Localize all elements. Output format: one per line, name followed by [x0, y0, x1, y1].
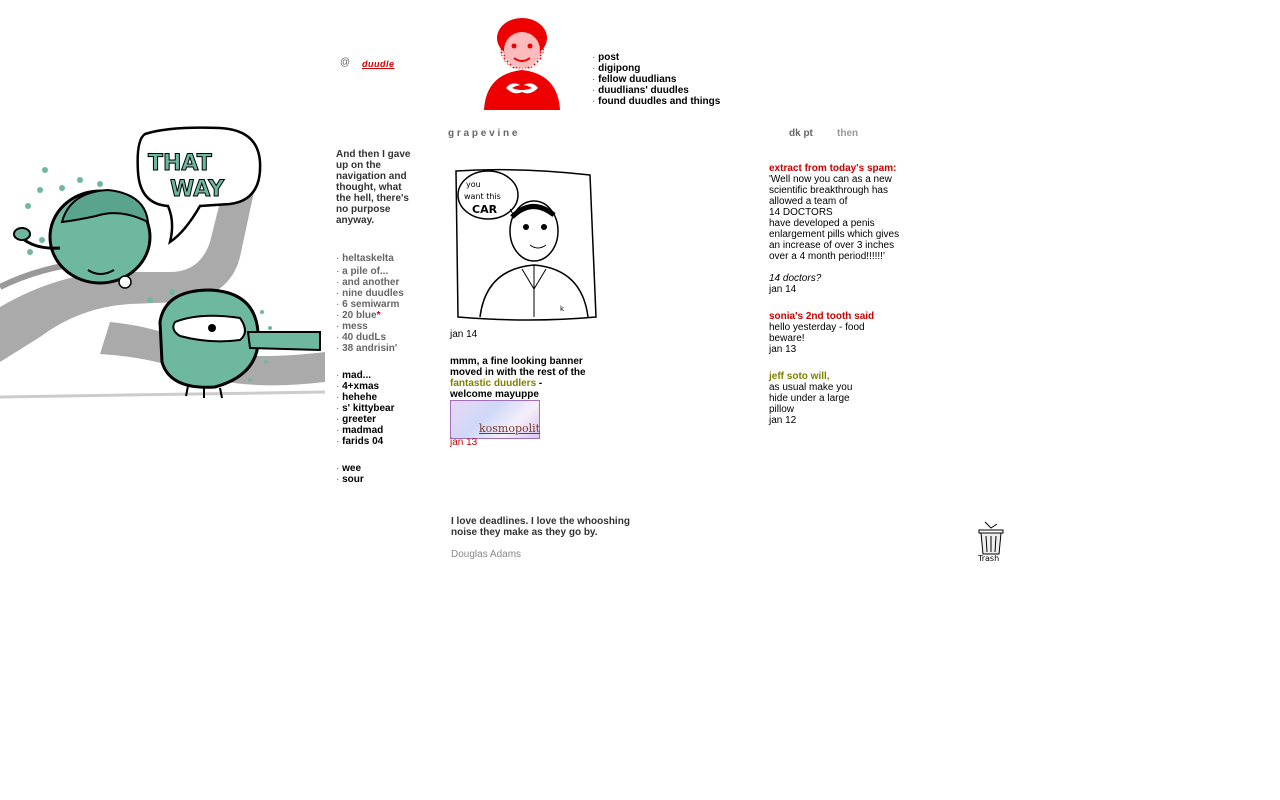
drawing-date: jan 14: [450, 329, 478, 340]
banner-text: kosmopolit: [479, 422, 541, 435]
svg-text:CAR: CAR: [472, 203, 498, 216]
new-marker: *: [376, 310, 381, 321]
car-drawing[interactable]: [450, 165, 602, 327]
post-suffix: -: [536, 378, 543, 389]
nav-link-duudlians-duudles[interactable]: duudlians' duudles: [598, 85, 689, 96]
sidebar-item[interactable]: · wee: [336, 463, 362, 474]
sidebar-link[interactable]: sour: [342, 474, 364, 485]
svg-text:you: you: [466, 180, 481, 189]
sidebar-item[interactable]: · mad...: [336, 370, 372, 381]
nav-link-digipong[interactable]: digipong: [598, 63, 641, 74]
entry-title: sonia's 2nd tooth said: [769, 311, 875, 322]
sidebar-link[interactable]: farids 04: [342, 436, 384, 447]
news-entry: [769, 163, 905, 295]
sidebar-intro: And then I gave up on the navigation and thought, what the hell, there's no purpose anyway.: [336, 149, 411, 226]
sidebar-link[interactable]: mess: [342, 321, 368, 332]
kosmopolit-banner[interactable]: [450, 400, 540, 439]
sidebar-link[interactable]: 20 blue: [342, 310, 377, 321]
sidebar-link[interactable]: 38 andrisin': [342, 343, 398, 354]
that-way-illustration: [0, 122, 325, 402]
sidebar-link[interactable]: 6 semiwarm: [342, 299, 400, 310]
sidebar-link[interactable]: wee: [342, 463, 362, 474]
nav-item-found-duudles[interactable]: · found duudles and things: [592, 96, 721, 107]
nav-link-found-duudles[interactable]: found duudles and things: [598, 96, 721, 107]
post-date: jan 13: [450, 437, 478, 448]
sidebar-item[interactable]: · heltaskelta: [336, 253, 394, 264]
sidebar-item[interactable]: · 40 dudLs: [336, 332, 387, 343]
news-entry: [769, 311, 879, 355]
speech-text-line1: THAT: [148, 151, 212, 176]
sidebar-item[interactable]: · s' kittybear: [336, 403, 395, 414]
sidebar-item[interactable]: · hehehe: [336, 392, 378, 403]
sidebar-link[interactable]: and another: [342, 277, 400, 288]
sidebar-item[interactable]: · nine duudles: [336, 288, 404, 299]
quote-text: I love deadlines. I love the whooshing noise they make as they go by.: [451, 516, 630, 538]
nav-link-post[interactable]: post: [598, 52, 620, 63]
nav-item-post[interactable]: · post: [592, 52, 620, 63]
sidebar-link[interactable]: 40 dudLs: [342, 332, 387, 343]
entry-date: jan 14: [769, 284, 797, 295]
entry-aside: 14 doctors?: [769, 273, 822, 284]
tab-dk-pt[interactable]: dk pt: [789, 128, 813, 139]
sidebar-item[interactable]: · sour: [336, 474, 364, 485]
sidebar-item[interactable]: · madmad: [336, 425, 384, 436]
grapevine-heading: g r a p e v i n e: [448, 128, 518, 139]
sidebar-item[interactable]: · mess: [336, 321, 368, 332]
sidebar-item[interactable]: · a pile of...: [336, 266, 389, 277]
post-text: [450, 356, 595, 400]
sidebar-link[interactable]: madmad: [342, 425, 384, 436]
header-photo: [476, 12, 568, 110]
sidebar-group-3: [336, 463, 364, 485]
at-symbol: @: [340, 57, 351, 68]
sidebar-link[interactable]: a pile of...: [342, 266, 389, 277]
nav-item-duudlians-duudles[interactable]: · duudlians' duudles: [592, 85, 689, 96]
sidebar-link[interactable]: s' kittybear: [342, 403, 395, 414]
entry-title[interactable]: jeff soto will,: [769, 371, 830, 382]
sidebar-link[interactable]: mad...: [342, 370, 372, 381]
sidebar-item[interactable]: · 38 andrisin': [336, 343, 398, 354]
trash-label: Trash: [978, 554, 1000, 563]
site-logo[interactable]: duudle: [362, 59, 395, 69]
sidebar-item[interactable]: · 6 semiwarm: [336, 299, 400, 310]
entry-date: jan 12: [769, 415, 797, 426]
nav-item-fellow-duudlians[interactable]: · fellow duudlians: [592, 74, 677, 85]
svg-text:k: k: [560, 305, 565, 313]
news-entry: [769, 371, 859, 426]
sidebar-item[interactable]: · farids 04: [336, 436, 384, 447]
speech-text-line2: WAY: [170, 177, 225, 202]
quote-author: Douglas Adams: [451, 549, 522, 560]
sidebar-link[interactable]: hehehe: [342, 392, 378, 403]
fantastic-duudlers-link[interactable]: fantastic duudlers: [450, 378, 537, 389]
sidebar-link[interactable]: nine duudles: [342, 288, 404, 299]
entry-body: as usual make you hide under a large pillow: [769, 382, 853, 415]
entry-title: extract from today's spam:: [769, 163, 897, 174]
svg-text:want this: want this: [464, 192, 501, 201]
sidebar-group-1: [336, 253, 404, 354]
entry-body: hello yesterday - food beware!: [769, 322, 865, 344]
sidebar-link[interactable]: greeter: [342, 414, 377, 425]
nav-link-fellow-duudlians[interactable]: fellow duudlians: [598, 74, 677, 85]
sidebar-item[interactable]: · 20 blue*: [336, 310, 381, 321]
entry-body: 'Well now you can as a new scientific breakthrough has allowed a team of 14 DOCTORS have developed a penis enlargement pills which gives an increase of over 3 inches over a 4 month period!!!!!!': [769, 174, 900, 262]
tab-then[interactable]: then: [837, 128, 859, 139]
post-line2: welcome mayuppe: [450, 389, 539, 400]
trash-icon[interactable]: [975, 520, 1009, 566]
sidebar-item[interactable]: · greeter: [336, 414, 377, 425]
entry-date: jan 13: [769, 344, 797, 355]
sidebar-group-2: [336, 370, 395, 447]
sidebar-item[interactable]: · 4+xmas: [336, 381, 380, 392]
sidebar-item[interactable]: · and another: [336, 277, 400, 288]
sidebar-link-heltaskelta[interactable]: heltaskelta: [342, 253, 394, 264]
nav-item-digipong[interactable]: · digipong: [592, 63, 641, 74]
sidebar-link[interactable]: 4+xmas: [342, 381, 380, 392]
post-body: mmm, a fine looking banner moved in with the rest of the: [450, 356, 586, 378]
